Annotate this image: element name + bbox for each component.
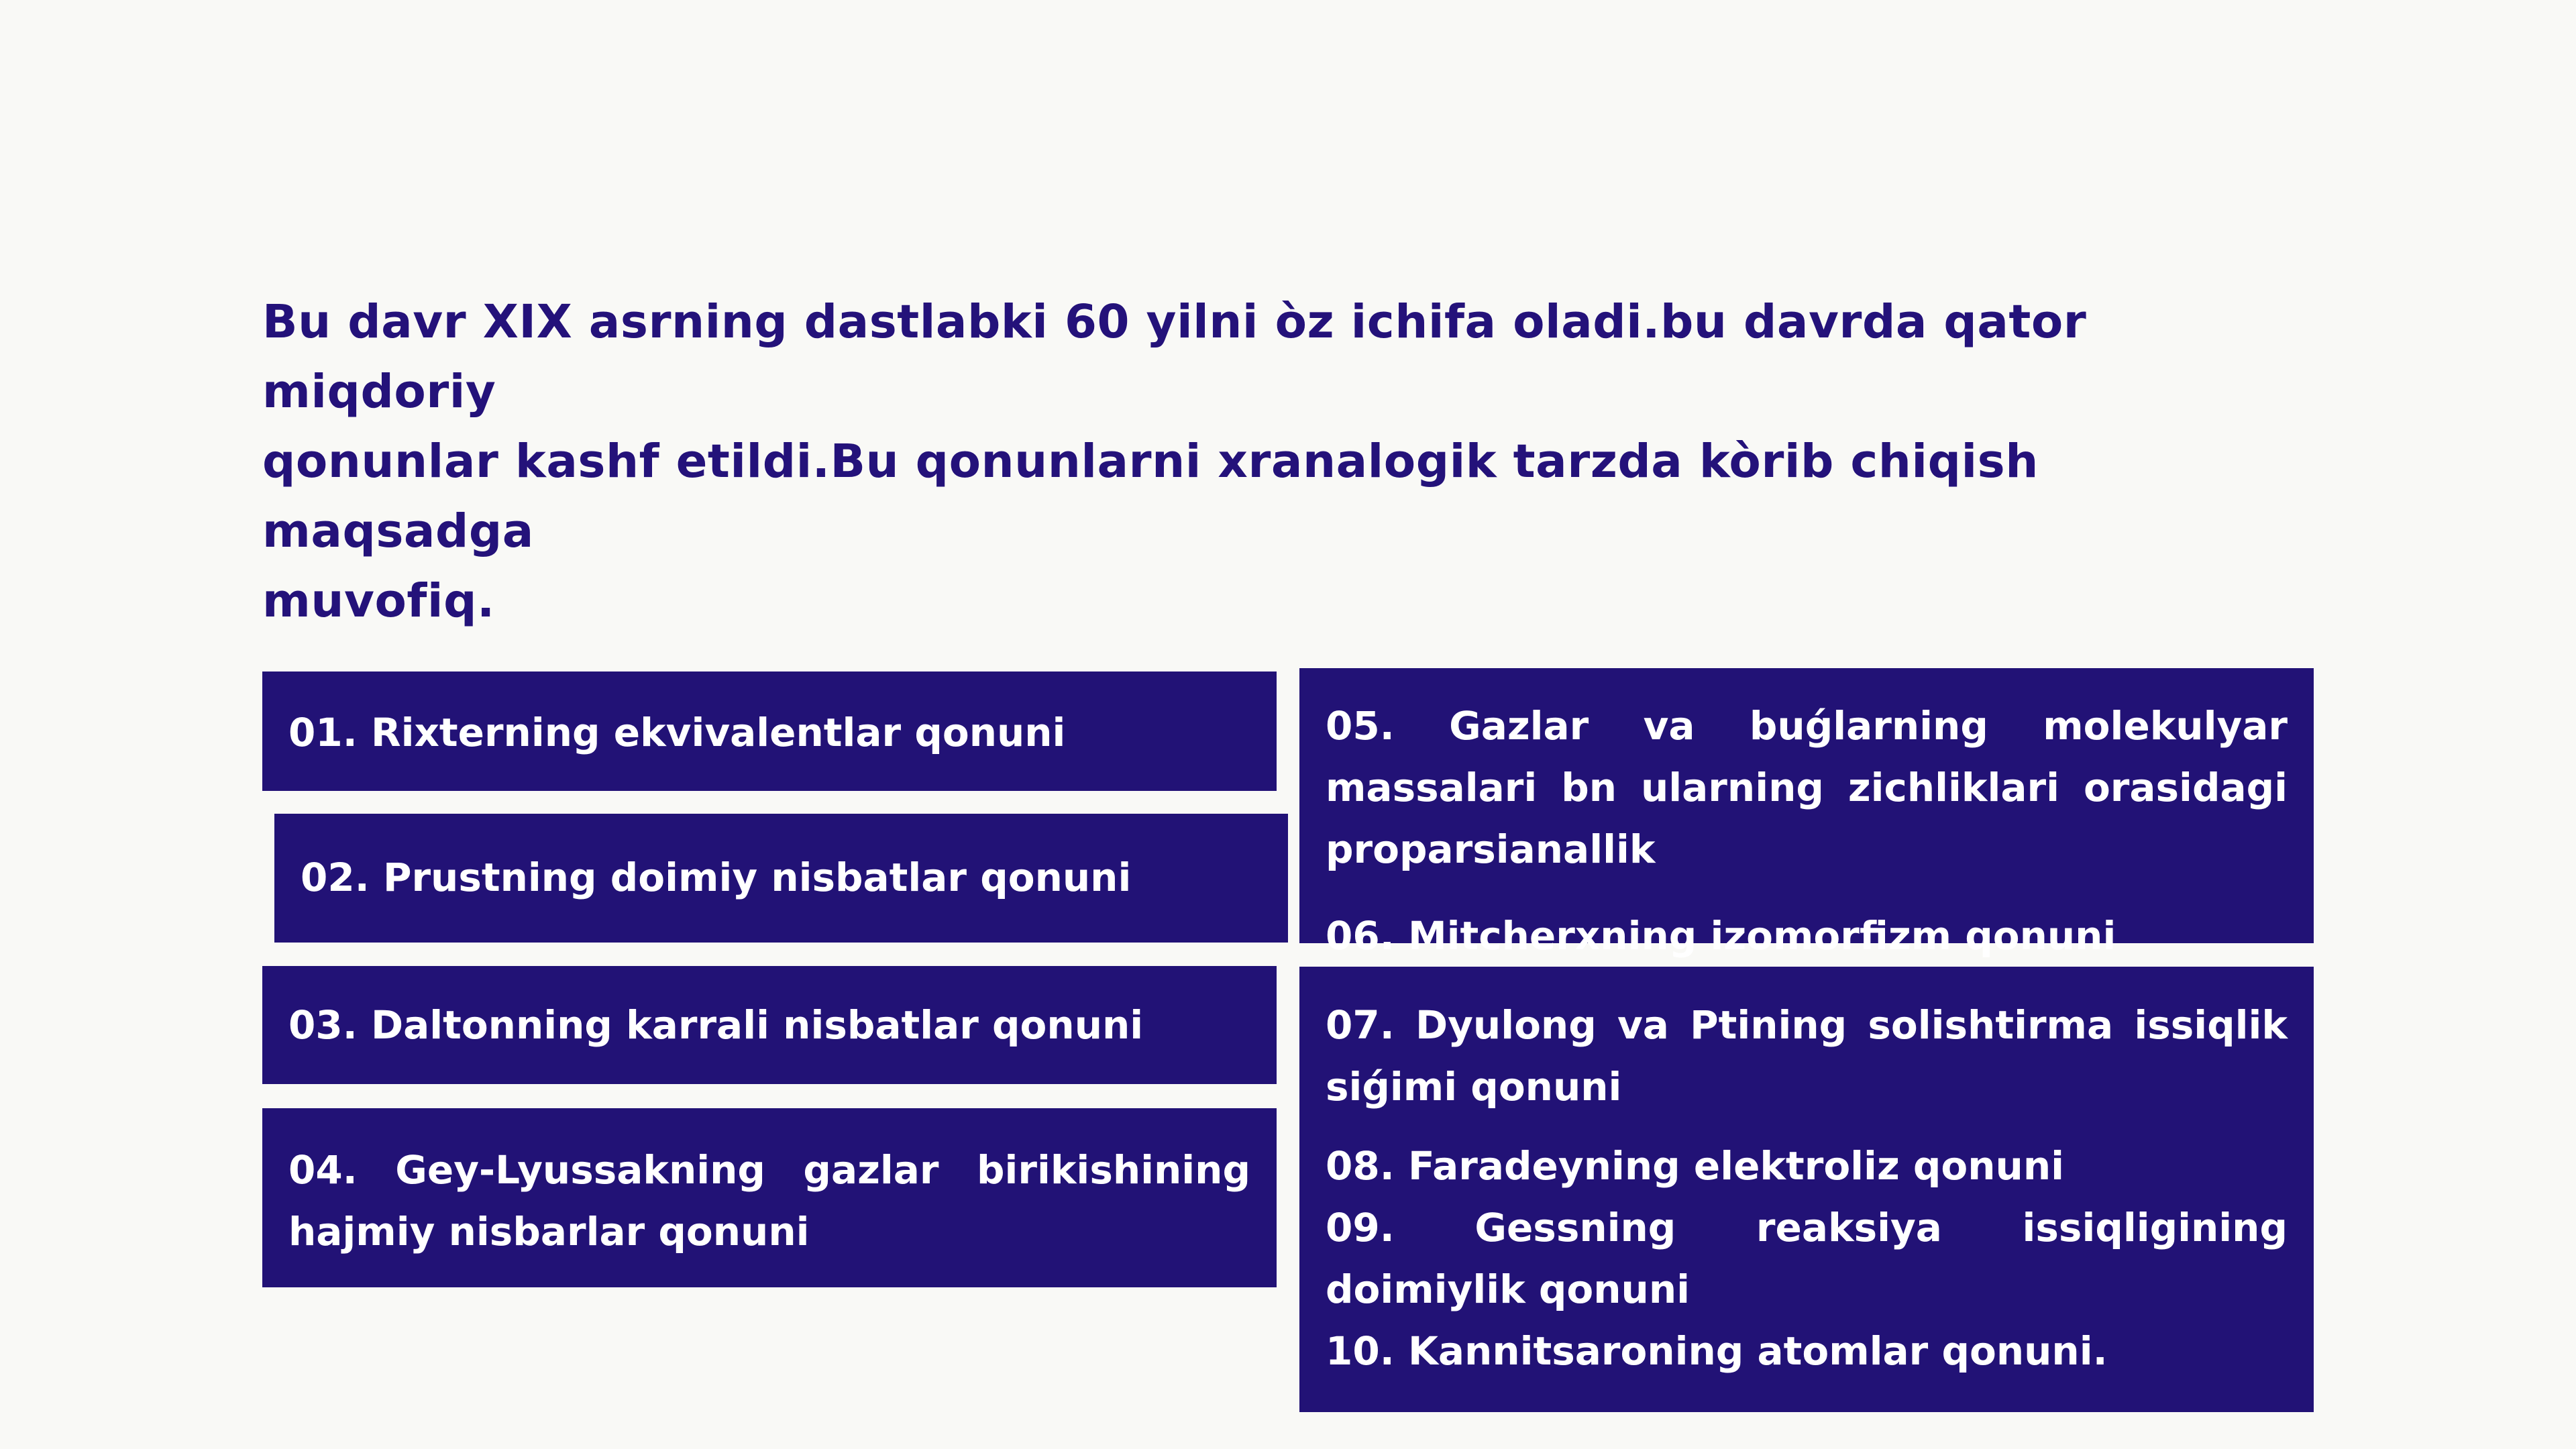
law-box-02 <box>274 814 1288 943</box>
law-01-text: 01. Rixterning ekvivalentlar qonuni <box>288 710 1066 755</box>
law-box-01 <box>262 672 1277 791</box>
intro-line: muvofiq. <box>262 574 495 628</box>
law-box-05-06 <box>1299 668 2314 959</box>
law-02-text: 02. Prustning doimiy nisbatlar qonuni <box>301 855 1132 900</box>
law-box-07-10 <box>1299 967 2314 1412</box>
law-box-04 <box>262 1108 1277 1287</box>
intro-paragraph <box>262 287 2208 636</box>
law-05-text: 05. Gazlar va buǵlarning molekulyar massalari bn ularning zichliklari orasidagi proparsianallik <box>1326 703 2288 872</box>
law-09-text: 09. Gessning reaksiya issiqligining doimiylik qonuni <box>1326 1205 2288 1312</box>
intro-line: Bu davr XIX asrning dastlabki 60 yilni òz ichifa oladi.bu davrda qator miqdoriy <box>262 295 2087 419</box>
law-box-03 <box>262 966 1277 1084</box>
law-07-text: 07. Dyulong va Ptining solishtirma issiqlik siǵimi qonuni <box>1326 1002 2288 1110</box>
law-04-text: 04. Gey-Lyussakning gazlar birikishining hajmiy nisbarlar qonuni <box>288 1147 1250 1254</box>
law-03-text: 03. Daltonning karrali nisbatlar qonuni <box>288 1002 1144 1048</box>
law-10-text: 10. Kannitsaroning atomlar qonuni. <box>1326 1328 2108 1374</box>
law-06-text: 06. Mitcherxning izomorfizm qonuni <box>1326 913 2116 959</box>
law-08-text: 08. Faradeyning elektroliz qonuni <box>1326 1143 2065 1189</box>
intro-line: qonunlar kashf etildi.Bu qonunlarni xranalogik tarzda kòrib chiqish maqsadga <box>262 435 2039 558</box>
